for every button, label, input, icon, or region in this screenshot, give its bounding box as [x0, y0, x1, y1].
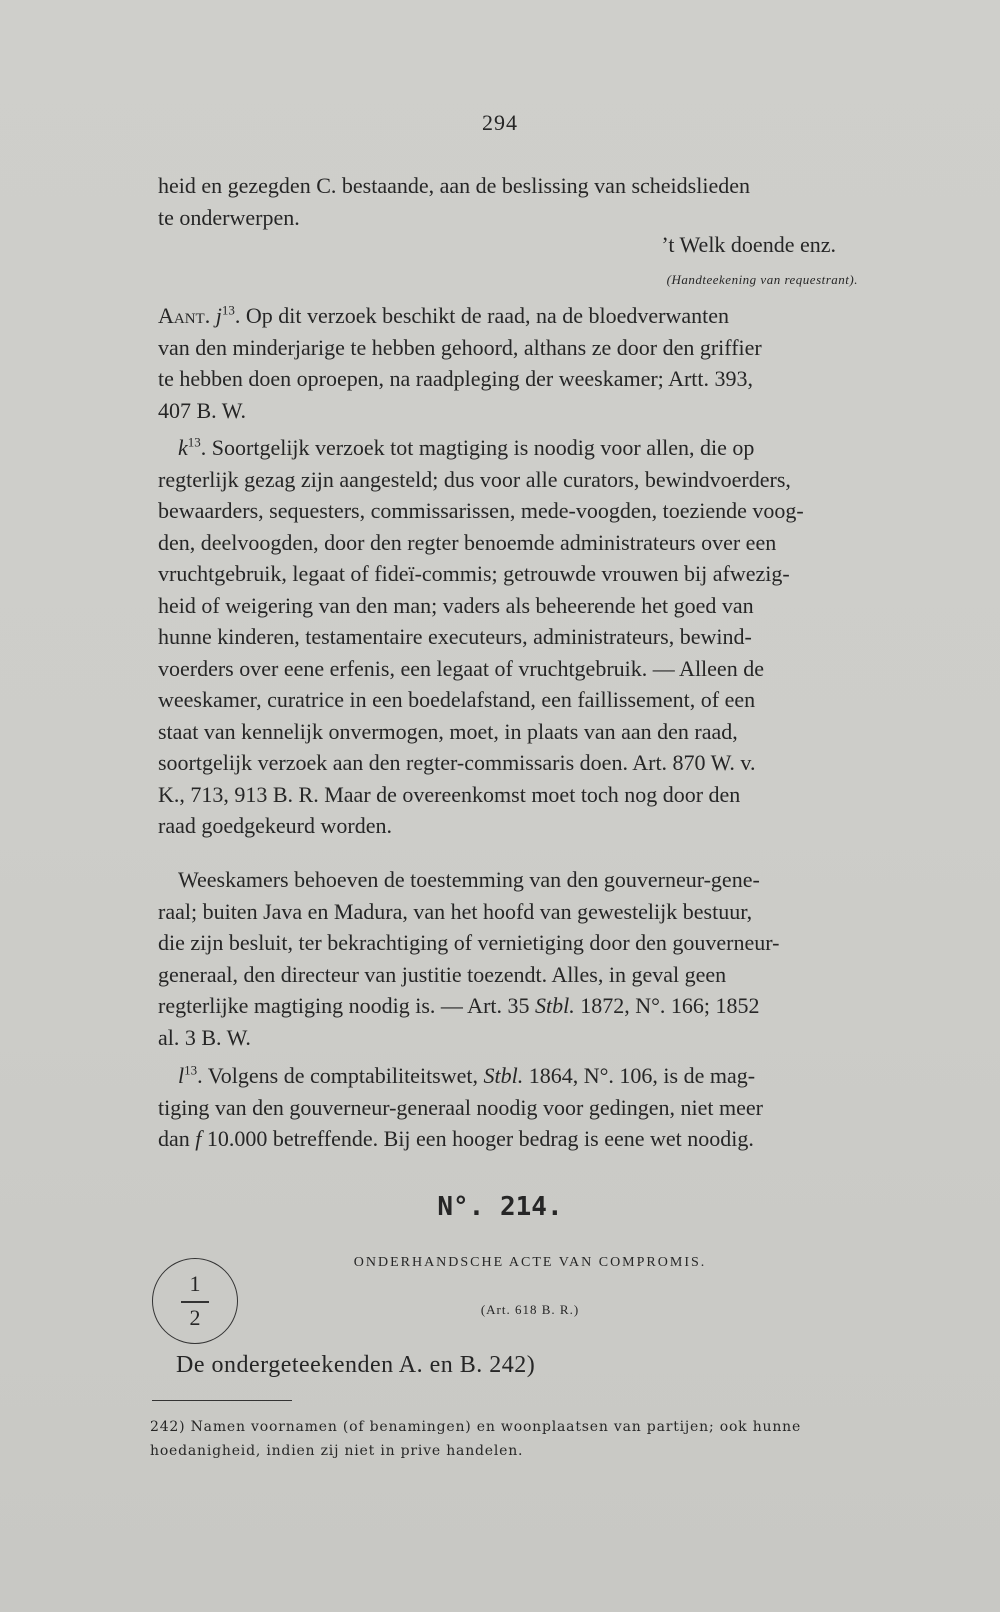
signature-note: (Handteekening van requestrant).: [666, 272, 858, 287]
text-line: staat van kennelijk onvermogen, moet, in plaats van aan den raad,: [158, 718, 738, 744]
footnote-line: hoedanigheid, indien zij niet in prive handelen.: [150, 1443, 524, 1459]
paragraph-continuation: [158, 170, 914, 233]
text-line: te hebben doen oproepen, na raadpleging der weeskamer; Artt. 393,: [158, 366, 754, 391]
opening-line: De ondergeteekenden A. en B. 242): [176, 1352, 536, 1378]
text-line: raad goedgekeurd worden.: [158, 813, 392, 838]
note-ref-sup: 13: [187, 434, 201, 450]
text-line: [158, 1060, 914, 1092]
paragraph-note-l13: [158, 1060, 914, 1155]
florin-sign: f: [195, 1126, 202, 1151]
text-line: heid of weigering van den man; vaders als beheerende het goed van: [158, 592, 754, 618]
note-ref: l: [178, 1063, 185, 1088]
stamp-circle: [152, 1258, 238, 1344]
text-line: regterlijk gezag zijn aangesteld; dus voor alle curators, bewindvoerders,: [158, 466, 791, 492]
text-line: weeskamer, curatrice in een boedelafstand, een faillissement, of een: [158, 687, 756, 712]
section-article: (Art. 618 B. R.): [480, 1302, 580, 1317]
note-ref-sup: 13: [184, 1062, 198, 1078]
text-line: den, deelvoogden, door den regter benoemde administrateurs over een: [158, 529, 777, 555]
text-fragment: . Soortgelijk verzoek tot magtiging is noodig voor allen, die op: [200, 435, 755, 460]
note-ref-sup: 13: [221, 302, 235, 318]
text-line: K., 713, 913 B. R. Maar de overeenkomst moet toch nog door den: [158, 781, 741, 807]
text-line: [158, 990, 914, 1022]
text-fragment: 1864, N°. 106, is de mag-: [523, 1063, 756, 1088]
text-fragment: . Volgens de comptabiliteitswet,: [197, 1063, 484, 1088]
paragraph-note-j13: [158, 300, 914, 426]
note-ref: k: [178, 435, 188, 460]
footnote: [150, 1415, 910, 1463]
text-fragment: regterlijke magtiging noodig is. — Art. 35: [158, 993, 536, 1018]
section-title: ONDERHANDSCHE ACTE VAN COMPROMIS.: [353, 1255, 707, 1270]
text-line: [158, 432, 914, 464]
text-line: heid en gezegden C. bestaande, aan de beslissing van scheidslieden: [158, 173, 750, 198]
note-ref: j: [215, 303, 222, 328]
text-fragment: 1872, N°. 166; 1852: [574, 993, 760, 1018]
text-line: die zijn besluit, ter bekrachtiging of vernietiging door den gouverneur-: [158, 930, 780, 955]
footnote-divider: [152, 1400, 292, 1401]
closing-formula: ’t Welk doende enz.: [661, 232, 836, 257]
text-line: van den minderjarige te hebben gehoord, althans ze door den griffier: [158, 334, 762, 360]
page-number: 294: [482, 110, 518, 135]
text-line: [158, 300, 914, 332]
stamp-numerator: 1: [189, 1271, 201, 1296]
stbl-abbrev: Stbl.: [535, 993, 575, 1018]
text-line: hunne kinderen, testamentaire executeurs, administrateurs, bewind-: [158, 624, 752, 649]
text-fragment: 10.000 betreffende. Bij een hooger bedrag is eene wet noodig.: [201, 1126, 754, 1151]
stbl-abbrev: Stbl.: [483, 1063, 524, 1088]
text-line: tiging van den gouverneur-generaal noodig voor gedingen, niet meer: [158, 1094, 763, 1120]
text-fragment: dan: [158, 1126, 196, 1151]
text-line: vruchtgebruik, legaat of fideï-commis; getrouwde vrouwen bij afwezig-: [158, 561, 790, 586]
text-line: Weeskamers behoeven de toestemming van den gouverneur-gene-: [178, 867, 760, 892]
text-line: voerders over eene erfenis, een legaat of vruchtgebruik. — Alleen de: [158, 655, 764, 681]
text-line: bewaarders, sequesters, commissarissen, mede-voogden, toeziende voog-: [158, 498, 804, 523]
text-line: al. 3 B. W.: [158, 1024, 251, 1050]
stamp-denominator: 2: [189, 1305, 201, 1330]
section-number: N°. 214.: [437, 1192, 563, 1222]
text-line: te onderwerpen.: [158, 204, 300, 230]
text-fragment: . Op dit verzoek beschikt de raad, na de bloedverwanten: [234, 303, 730, 328]
text-line: raal; buiten Java en Madura, van het hoofd van gewestelijk bestuur,: [158, 898, 753, 924]
text-line: soortgelijk verzoek aan den regter-commissaris doen. Art. 870 W. v.: [158, 750, 756, 775]
footnote-line: 242) Namen voornamen (of benamingen) en woonplaatsen van partijen; ook hunne: [150, 1419, 802, 1435]
paragraph-weeskamers: [158, 864, 914, 1053]
paragraph-note-k13: [158, 432, 914, 842]
text-line: 407 B. W.: [158, 397, 247, 423]
note-label: Aant.: [158, 303, 211, 328]
text-line: generaal, den directeur van justitie toezendt. Alles, in geval geen: [158, 961, 727, 987]
text-line: [158, 1123, 914, 1155]
stamp-fraction-bar: [181, 1301, 209, 1303]
